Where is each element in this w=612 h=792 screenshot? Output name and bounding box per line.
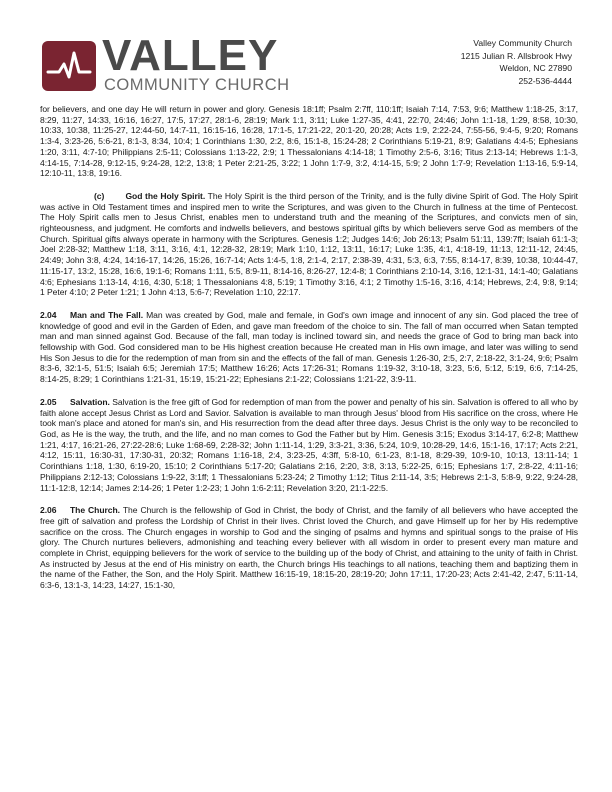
- section-number: 2.06: [40, 505, 57, 516]
- contact-name: Valley Community Church: [473, 38, 572, 48]
- logo-subtitle: COMMUNITY CHURCH: [104, 76, 290, 94]
- subsection-body: The Holy Spirit is the third person of the Trinity, and is the fully divine Spirit of God. The Holy Spirit was active in Old Testament times and inspired men to write the Scriptures, and was given to the Church in fullness at the time of Pentecost. The Holy Spirit calls men to Jesus Christ, enables men to understand truth and the meaning of the Scriptures, and convicts men of sin, righteousness, and judgment. He comforts and indwells believers, and bestows spiritual gifts by which believers serve God as members of the Church. Spiritual gifts always operate in harmony with the Scriptures. Genesis 1:2; Judges 14:6; Job 26:13; Psalm 51:11, 139:7ff; Isaiah 61:1-3; Joel 2:28-32; Matthew 1:18, 3:11, 3:16, 4:1, 12:28-32, 28:19; Mark 1:10, 1:12, 13:11, 16:17; Luke 1:35, 4:1, 4:18-19, 11:13, 12:11-12, 24:45, 24:49; John 3:8, 4:24, 14:16-17, 14:26, 15:26, 16:7-14; Acts 1:4-5, 1:8, 2:1-4, 2:17, 2:38-39, 4:31, 5:3, 6:3, 7:55, 8:14-17, 8:39, 10:38, 10:44-47, 11:15-17, 13:2, 15:28, 16:6, 19:1-6; Romans 1:11, 5:5, 8:9-11, 8:14-16, 8:26-27, 12:4-8; 1 Corinthians 2:10-14, 3:16, 12:1-31, 14:1-40; Galatians 4:6; Ephesians 1:13-14, 4:16, 4:30, 5:18; 1 Thessalonians 4:8, 5:19; 1 Timothy 3:16, 4:1; 2 Timothy 1:5-16, 3:16, 4:14; Hebrews, 2:4, 9:8, 9:14; 1 Peter 4:10; 2 Peter 1:21; 1 John 4:13, 5:6-7; Revelation 1:10, 22:17.: [40, 190, 578, 298]
- section-body: The Church is the fellowship of God in Christ, the body of Christ, and the family of all believers who have accepted the free gift of salvation and profess the Lordship of Christ in their lives. Christ loved the Church, and gave Himself up for her by His redemptive sacrifice on the cross. The Church engages in worship to God and the singing of psalms and hymns and spiritual songs to the praise of His glory. The Church nurtures believers, admonishing and teaching every believer with all wisdom in order to present every man mature and complete in Christ, equipping believers for the work of service to the building up of the body of Christ, and attaining to the unity of faith in Christ. As instructed by Jesus at the end of His ministry on earth, the Church brings His teachings to all nations, teaching them and baptizing them in the name of the Father, the Son, and the Holy Spirit. Matthew 16:15-19, 18:15-20, 28:19-20; John 17:11, 17:20-23; Acts 2:41-42, 2:47, 5:11-14, 6:3-6, 13:1-3, 14:23, 14:27, 15:1-30,: [40, 505, 578, 591]
- church-logo-icon: [42, 41, 96, 91]
- contact-phone: 252-536-4444: [518, 75, 572, 86]
- section-church: [40, 505, 578, 591]
- paragraph-holy-spirit: [40, 191, 578, 298]
- contact-city: Weldon, NC 27890: [499, 63, 572, 74]
- section-number: 2.04: [40, 309, 57, 320]
- section-salvation: [40, 397, 578, 493]
- logo-wordmark: VALLEY: [102, 31, 279, 80]
- paragraph-christ-continued: for believers, and one day He will return in power and glory. Genesis 18:1ff; Psalm 2:7ff, 110:1ff; Isaiah 7:14, 7:53, 9:6; Matthew 1:18-25, 3:17, 8:29, 11:27, 14:33, 16:16, 16:27, 17:5, 17:27, 28:1-6, 28:19; Mark 1:1, 3:11; Luke 1:27-35, 4:41, 22:70, 24:46; John 1:1-18, 1:29, 8:58, 10:30, 10:33, 10:38, 11:25-27, 12:44-50, 14:7-11, 16:15-16, 16:28, 17:1-5, 17:21-22, 20:1-20, 20:28; Acts 1:9, 2:22-24, 7:55-56, 9:4-5, 9:20; Romans 1:3-4, 3:23-26, 5:6-21, 8:1-3, 8:34, 10:4; 1 Corinthians 1:30, 2:2, 8:6, 15:1-8, 15:24-28; 2 Corinthians 5:19-21, 8:9; Galatians 4:4-5; Ephesians 1:20, 3:11, 4:7-10; Philippians 2:5-11; Colossians 1:13-22, 2:9; 1 Thessalonians 4:14-18; 1 Timothy 2:5-6, 3:16; Titus 2:13-14; Hebrews 1:1-3, 4:14-15, 7:14-28, 9:12-15, 9:24-28, 12:2, 13:8; 1 Peter 2:21-25, 3:22; 1 John 1:7-9, 3:2, 4:14-15, 5:9; 2 John 1:7-9; Revelation 1:13-16, 5:9-14, 12:10-11, 13:8, 19:16.: [40, 104, 578, 179]
- section-title: Man and The Fall.: [70, 309, 144, 320]
- document-body: [40, 104, 578, 591]
- subsection-label: (c): [94, 190, 105, 201]
- section-man-and-fall: [40, 310, 578, 385]
- letterhead: [40, 0, 578, 104]
- contact-block: [461, 37, 572, 87]
- section-body: Salvation is the free gift of God for redemption of man from the power and penalty of his sin. Salvation is offered to all who by faith alone accept Jesus Christ as Lord and Savior. Salvation is available to man through Jesus' blood from His sacrifice on the cross, where He took man's place and atoned for man's sin, and His resurrection from the dead after three days. Jesus Christ is the only way to be reconciled to God, as He is the way, the truth, and the life, and no man comes to God the Father but by Him. Genesis 3:15; Exodus 3:14-17, 6:2-8; Matthew 1:21, 4:17, 16:21-26, 27:22-28:6; Luke 1:68-69, 2:28-32; John 1:11-14, 1:29, 3:3-21, 3:36, 5:24, 10:9, 10:28-29, 14:6, 15:1-16, 17:17; Acts 2:21, 4:12, 15:11, 16:30-31, 17:30-31, 20:32; Romans 1:16-18, 2:4, 3:23-25, 4:3ff, 5:8-10, 6:1-23, 8:1-18, 8:29-39, 10:9-10, 10:13, 13:11-14; 1 Corinthians 1:18, 1:30, 6:19-20, 15:10; 2 Corinthians 5:17-20; Galatians 2:16, 2:20, 3:8, 3:13, 5:22-25, 6:15; Ephesians 1:7, 2:8-22, 4:11-16; Philippians 2:12-13; Colossians 1:9-22, 3:1ff; 1 Thessalonians 5:23-24; 2 Timothy 1:12; Titus 2:11-14, 3:5; Hebrews 2:1-3, 5:8-9, 9:22, 9:24-28, 11:1-12:8, 12:14; James 2:14-26; 1 Peter 1:2-23; 1 John 1:6-2:11; Revelation 3:20, 21:1-22:5.: [40, 396, 578, 493]
- section-title: The Church.: [70, 505, 120, 516]
- contact-address: 1215 Julian R. Allsbrook Hwy: [460, 50, 572, 61]
- church-logo: [42, 31, 342, 96]
- section-title: Salvation.: [70, 396, 110, 407]
- section-body: Man was created by God, male and female, in God's own image and innocent of any sin. God placed the tree of knowledge of good and evil in the Garden of Eden, and gave man freedom of the choice to sin. The fall of man occurred when Satan tempted man and man sinned against God. Because of the fall, man today is inclined toward sin, and needs the grace of God to bring man back into fellowship with God. God considered man to be His highest creation because He created man in His own image, and later was willing to send His Son Jesus to die for the redemption of man from sin and the effects of the fall of man. Genesis 1:26-30, 2:5, 2:7, 2:18-22, 3:1-24, 9:6; Psalm 8:3-6, 32:1-5, 51:5; Isaiah 6:5; Jeremiah 17:5; Matthew 16:26; Acts 17:26-31; Romans 1:19-32, 3:10-18, 3:23, 5:6, 5:12, 5:19, 6:6, 7:14-25, 8:14-25, 8:29; 1 Corinthians 1:21-31, 15:19, 15:21-22; Ephesians 2:1-22; Colossians 1:21-22, 3:9-11.: [40, 309, 579, 385]
- section-number: 2.05: [40, 396, 57, 407]
- subsection-title: God the Holy Spirit.: [125, 190, 206, 201]
